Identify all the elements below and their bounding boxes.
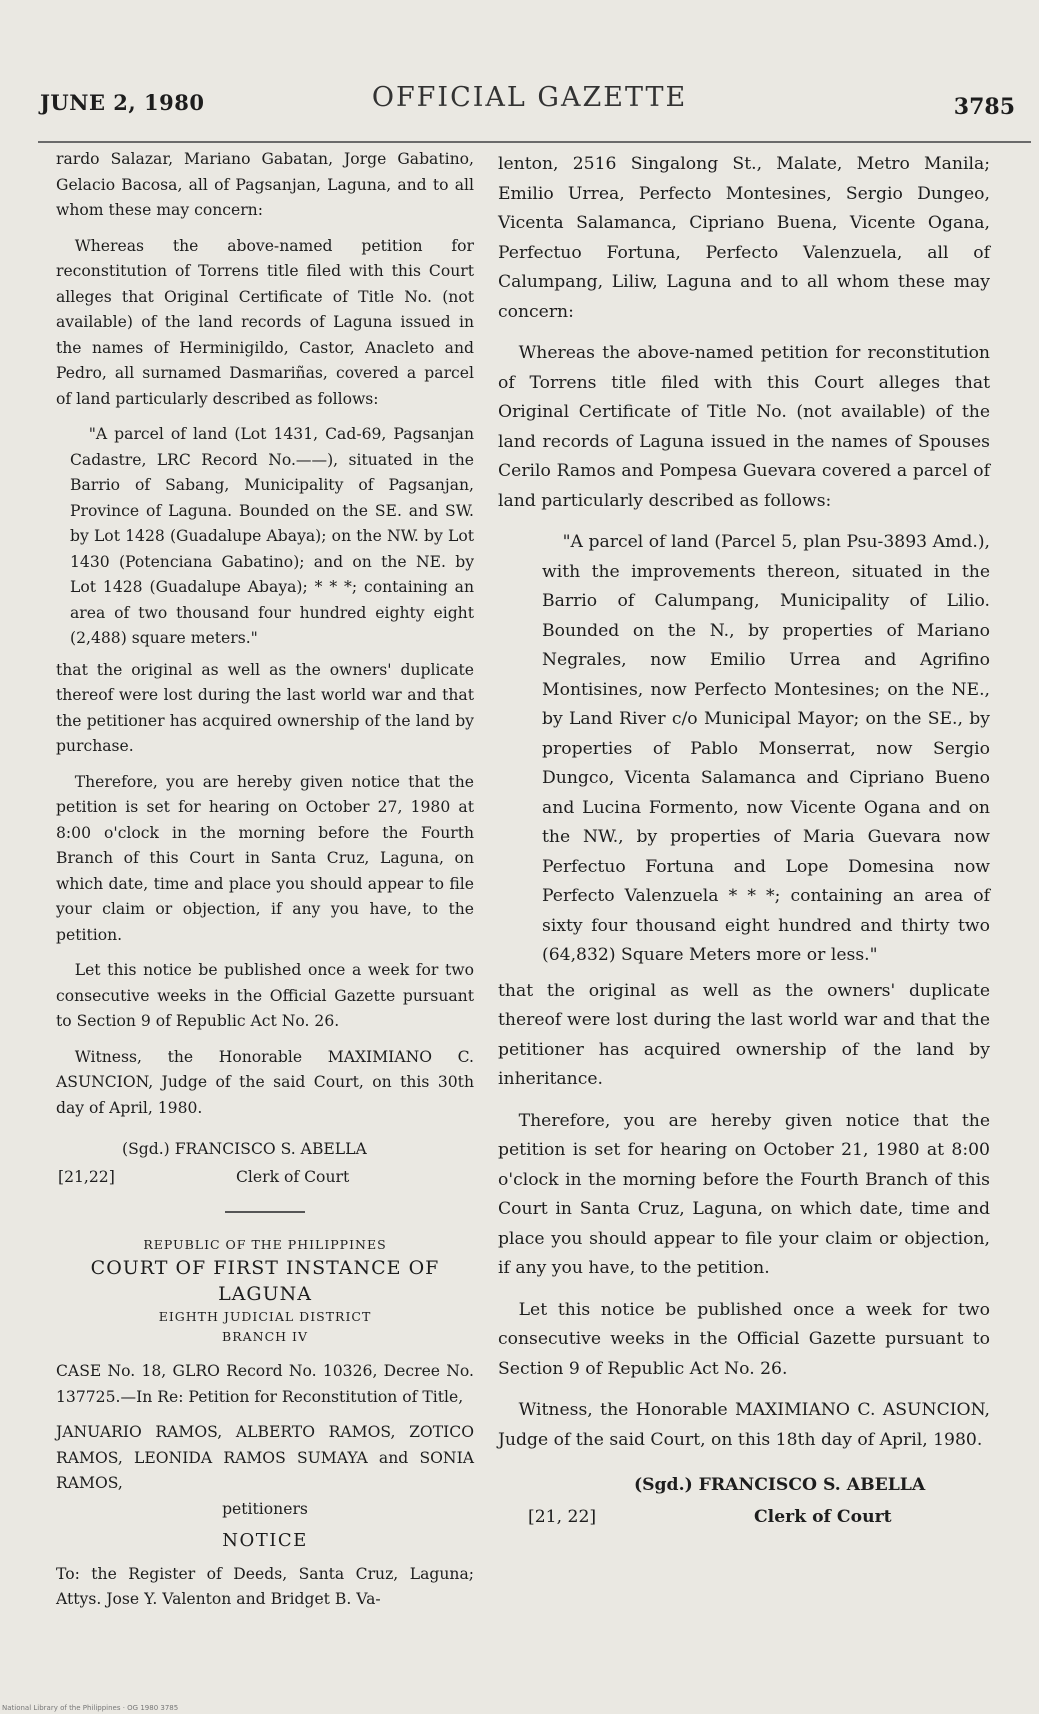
signatory-role: Clerk of Court	[754, 1507, 892, 1527]
republic-heading: REPUBLIC OF THE PHILIPPINES	[143, 1237, 387, 1252]
publication-order: Let this notice be published once a week for two consecutive weeks in the Official Gazette pursuant to Section 9 of Republic Act No. 26.	[498, 1299, 990, 1379]
district-heading: EIGHTH JUDICIAL DISTRICT	[158, 1309, 372, 1324]
petitioners-label: petitioners	[222, 1499, 308, 1518]
notice-recipients: To: the Register of Deeds, Santa Cruz, Laguna; Attys. Jose Y. Valenton and Bridget B. Va-	[56, 1564, 474, 1608]
notice-heading: NOTICE	[222, 1530, 308, 1551]
publication-order: Let this notice be published once a week for two consecutive weeks in the Official Gazette pursuant to Section 9 of Republic Act No. 26.	[56, 961, 474, 1030]
section-divider	[225, 1211, 305, 1213]
loss-statement: that the original as well as the owners' duplicate thereof were lost during the last world war and that the petitioner has acquired ownership of the land by purchase.	[56, 660, 474, 755]
signature-block	[56, 1135, 474, 1193]
petitioners-list: JANUARIO RAMOS, ALBERTO RAMOS, ZOTICO RAMOS, LEONIDA RAMOS SUMAYA and SONIA RAMOS,	[56, 1423, 474, 1492]
issue-reference: [21,22]	[58, 1168, 115, 1186]
recipients-continued: lenton, 2516 Singalong St., Malate, Metro Manila; Emilio Urrea, Perfecto Montesines, Sergio Dungeo, Vicenta Salamanca, Cipriano Buena, Vicente Ogana, Perfectuo Fortuna, Perfecto Valenzuela, all of Calumpang, Liliw, Laguna and to all whom these may concern:	[498, 154, 990, 322]
notice-addressees: rardo Salazar, Mariano Gabatan, Jorge Gabatino, Gelacio Bacosa, all of Pagsanjan, Laguna, and to all whom these may concern:	[56, 150, 474, 219]
whereas-paragraph: Whereas the above-named petition for reconstitution of Torrens title filed with this Court alleges that Original Certificate of Title No. (not available) of the land records of Laguna issued in the names of Herminigildo, Castor, Anacleto and Pedro, all surnamed Dasmariñas, covered a parcel of land particularly described as follows:	[56, 236, 474, 408]
hearing-notice: Therefore, you are hereby given notice that the petition is set for hearing on October 27, 1980 at 8:00 o'clock in the morning before the Fourth Branch of this Court in Santa Cruz, Laguna, on which date, time and place you should appear to file your claim or objection, if any you have, to the petition.	[56, 772, 474, 944]
whereas-paragraph: Whereas the above-named petition for reconstitution of Torrens title filed with this Court alleges that Original Certificate of Title No. (not available) of the land records of Laguna issued in the names of Spouses Cerilo Ramos and Pompesa Guevara covered a parcel of land particularly described as follows:	[498, 343, 990, 511]
signatory-name: (Sgd.) FRANCISCO S. ABELLA	[122, 1140, 367, 1158]
land-description: "A parcel of land (Lot 1431, Cad-69, Pagsanjan Cadastre, LRC Record No.——), situated in the Barrio of Sabang, Municipality of Pagsanjan, Province of Laguna. Bounded on the SE. and SW. by Lot 1428 (Guadalupe Abaya); on the NW. by Lot 1430 (Potenciana Gabatino); and on the NE. by Lot 1428 (Guadalupe Abaya); * * *; containing an area of two thousand four hundred eighty eight (2,488) square meters."	[70, 425, 474, 647]
court-heading: COURT OF FIRST INSTANCE OF LAGUNA	[90, 1257, 440, 1305]
case-caption: CASE No. 18, GLRO Record No. 10326, Decree No. 137725.—In Re: Petition for Reconstitution of Title,	[56, 1362, 474, 1406]
issue-date: JUNE 2, 1980	[40, 90, 205, 115]
scan-footer: National Library of the Philippines · OG 1980 3785	[2, 1704, 179, 1712]
signatory-name: (Sgd.) FRANCISCO S. ABELLA	[634, 1475, 926, 1495]
signature-block	[498, 1469, 990, 1527]
header-rule	[38, 141, 1031, 143]
publication-title: OFFICIAL GAZETTE	[371, 82, 688, 113]
witness-paragraph: Witness, the Honorable MAXIMIANO C. ASUNCION, Judge of the said Court, on this 18th day of April, 1980.	[498, 1400, 990, 1450]
left-column	[56, 147, 474, 1623]
page-header	[38, 82, 1021, 122]
hearing-notice: Therefore, you are hereby given notice that the petition is set for hearing on October 21, 1980 at 8:00 o'clock in the morning before the Fourth Branch of this Court in Santa Cruz, Laguna, on which date, time and place you should appear to file your claim or objection, if any you have, to the petition.	[498, 1110, 990, 1278]
land-description: "A parcel of land (Parcel 5, plan Psu-3893 Amd.), with the improvements thereon, situated in the Barrio of Calumpang, Municipality of Lilio. Bounded on the N., by properties of Mariano Negrales, now Emilio Urrea and Agrifino Montisines, now Perfecto Montesines; on the NE., by Land River c/o Municipal Mayor; on the SE., by properties of Pablo Monserrat, now Sergio Dungco, Vicenta Salamanca and Cipriano Bueno and Lucina Formento, now Vicente Ogana and on the NW., by properties of Maria Guevara now Perfectuo Fortuna and Lope Domesina now Perfecto Valenzuela * * *; containing an area of sixty four thousand eight hundred and thirty two (64,832) Square Meters more or less."	[542, 532, 990, 965]
witness-paragraph: Witness, the Honorable MAXIMIANO C. ASUNCION, Judge of the said Court, on this 30th day of April, 1980.	[56, 1047, 474, 1117]
right-column	[498, 150, 990, 1537]
loss-statement: that the original as well as the owners' duplicate thereof were lost during the last world war and that the petitioner has acquired ownership of the land by inheritance.	[498, 980, 990, 1089]
branch-heading: BRANCH IV	[222, 1329, 308, 1344]
page-number: 3785	[953, 94, 1015, 120]
issue-reference: [21, 22]	[528, 1507, 597, 1527]
signatory-role: Clerk of Court	[236, 1168, 350, 1186]
